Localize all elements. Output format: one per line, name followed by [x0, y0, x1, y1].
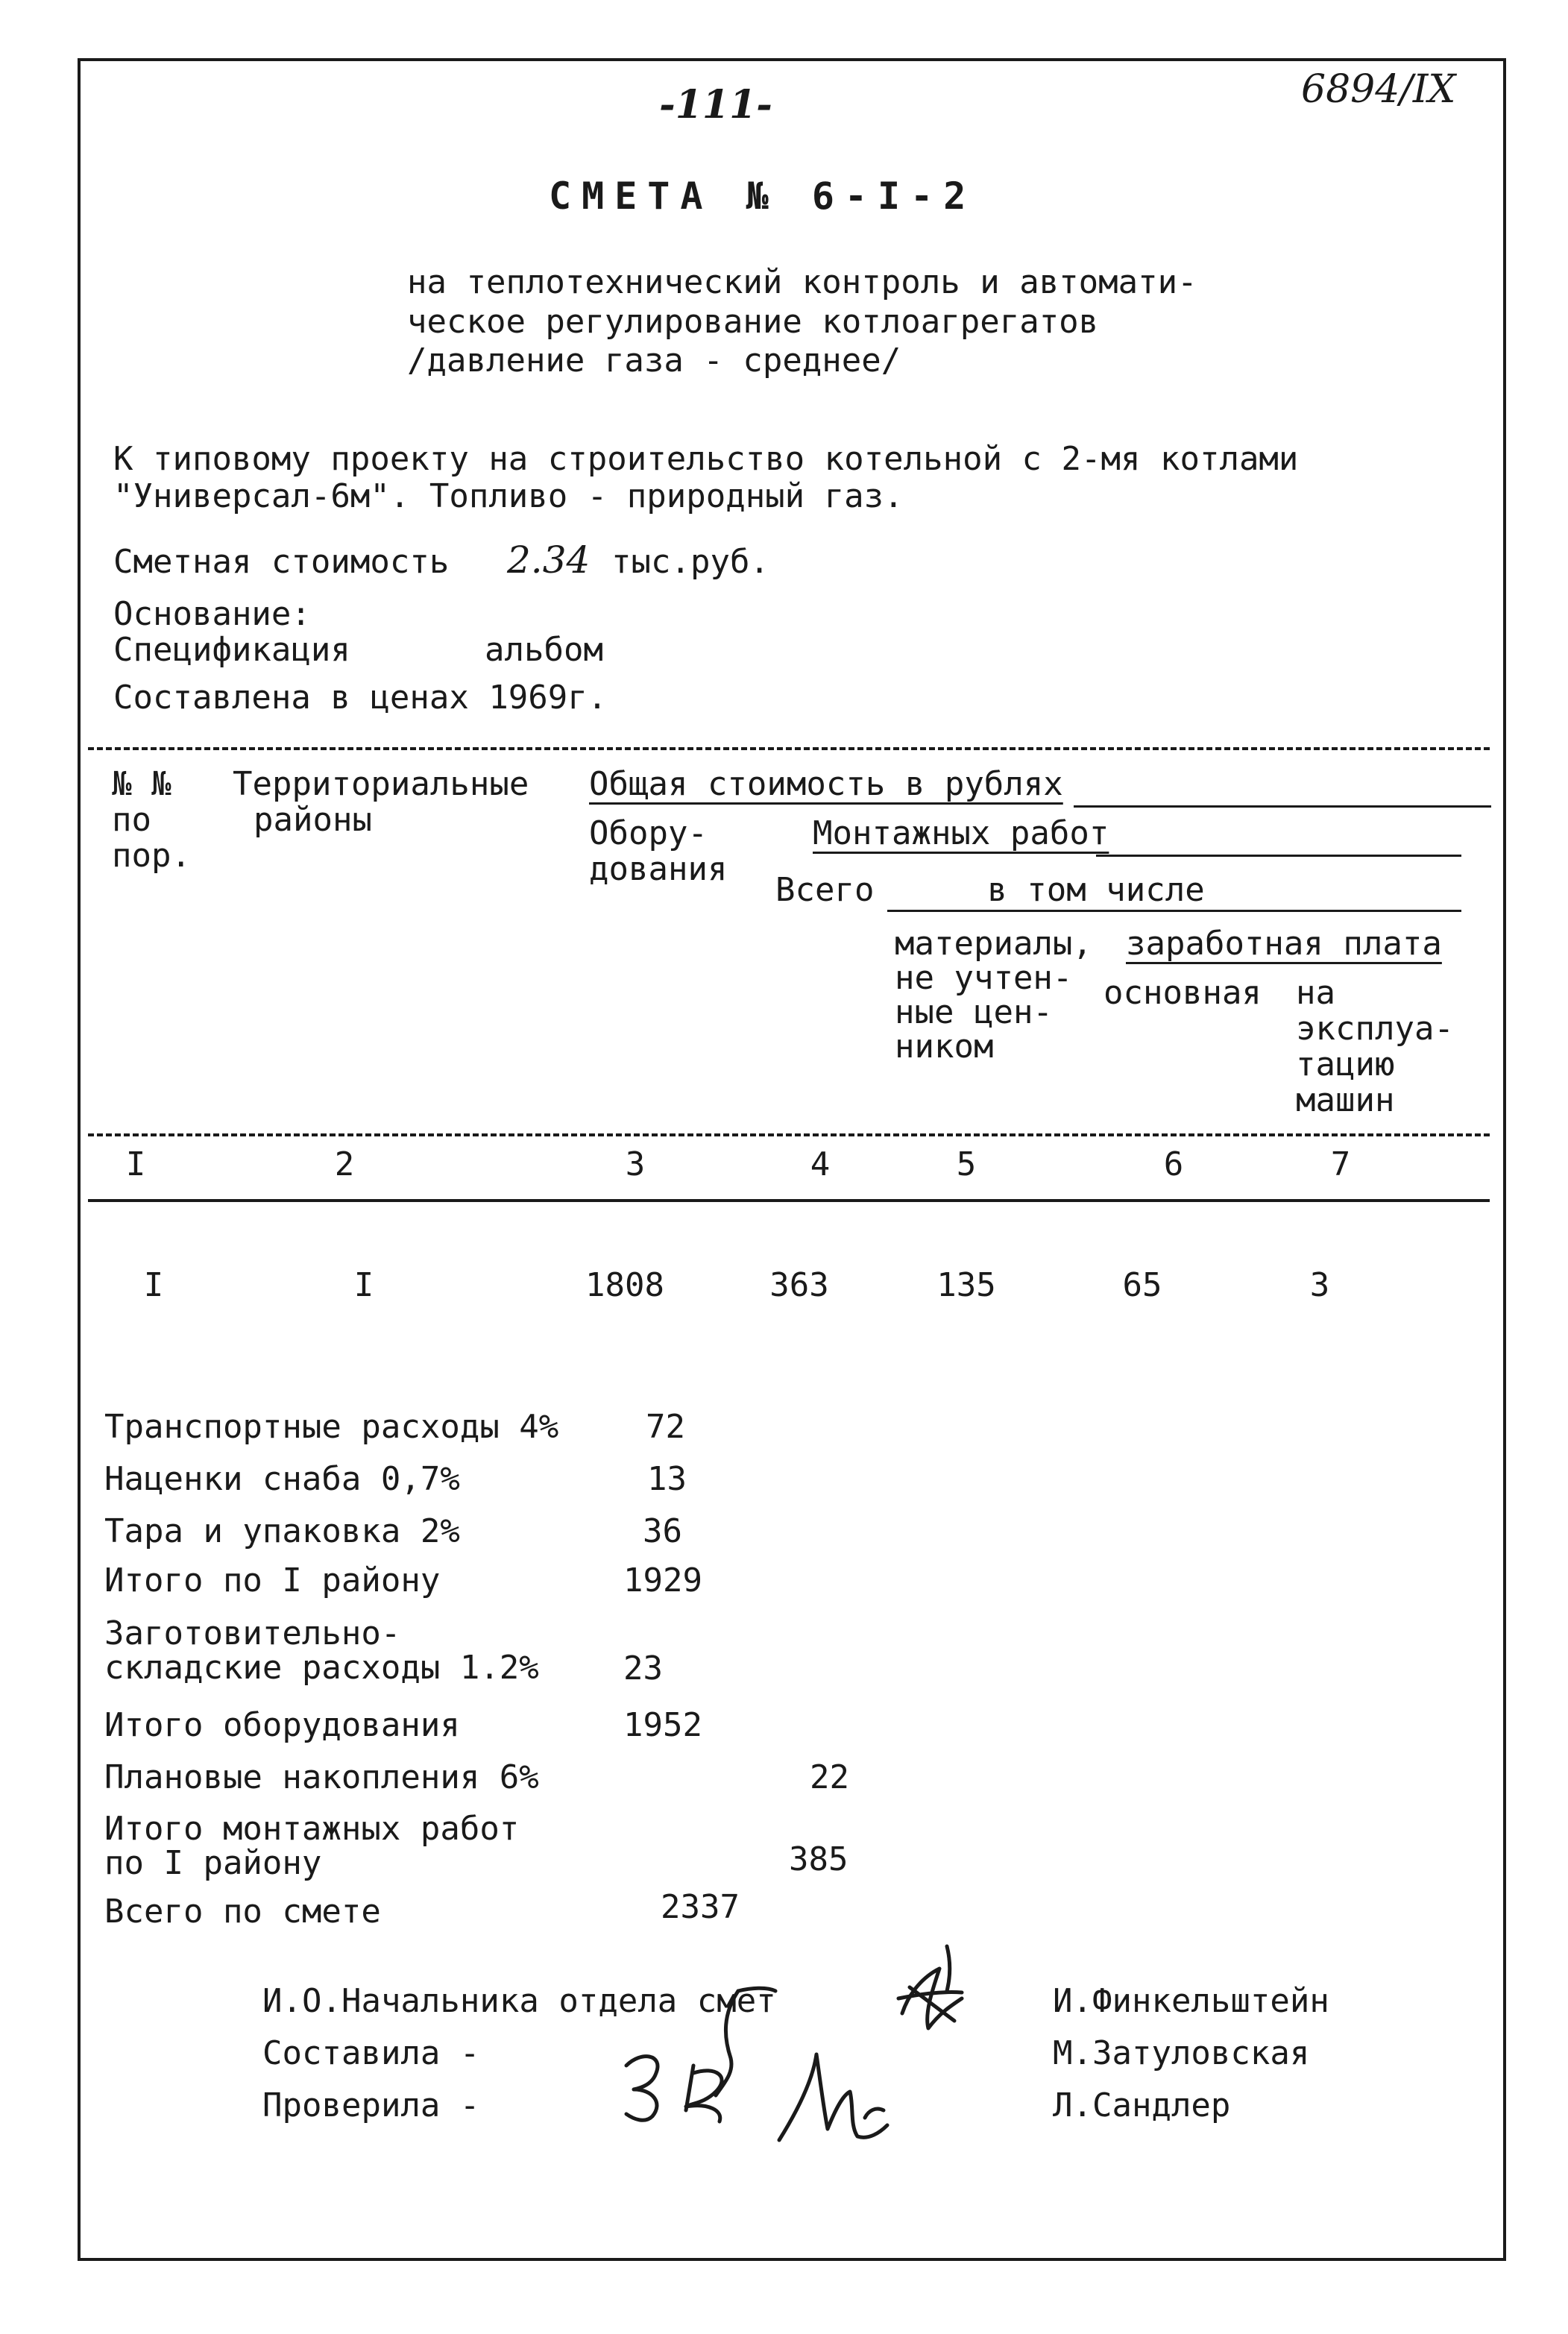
- subtitle-line-1: на теплотехнический контроль и автомати-: [407, 263, 1197, 301]
- table-cell: 135: [936, 1266, 996, 1304]
- signature-name: М.Затуловская: [1053, 2034, 1310, 2072]
- table-cell: 65: [1122, 1266, 1162, 1304]
- signature-stroke: [716, 1991, 738, 2095]
- signature-stroke: [686, 2066, 722, 2121]
- materials-header-1: материалы,: [895, 925, 1092, 963]
- total-value: 36: [643, 1512, 682, 1550]
- subtitle-line-2: ческое регулирование котлоагрегатов: [407, 303, 1099, 341]
- equipment-header-2: дования: [589, 850, 728, 888]
- total-label: Итого монтажных работ по I району: [104, 1810, 520, 1882]
- col-region-header-2: районы: [254, 801, 372, 839]
- col-number: 4: [810, 1145, 831, 1183]
- project-line-1: К типовому проекту на строительство котельной с 2-мя котлами: [113, 440, 1299, 478]
- operation-header-1: на: [1296, 974, 1335, 1012]
- total-label: Наценки снаба 0,7%: [104, 1460, 460, 1498]
- basis-label: Основание:: [113, 595, 311, 633]
- total-value: 13: [647, 1460, 687, 1498]
- col-number: 6: [1163, 1145, 1184, 1183]
- signature-stroke: [738, 1988, 775, 1991]
- salary-header: заработная плата: [1126, 925, 1442, 963]
- spec-value: альбом: [485, 631, 603, 669]
- col-region-header-1: Территориальные: [233, 765, 529, 803]
- table-cell: 3: [1309, 1266, 1330, 1304]
- table-top-rule: [88, 747, 1490, 750]
- total-value: 2337: [661, 1888, 740, 1926]
- operation-header-4: машин: [1296, 1081, 1395, 1119]
- cost-unit: тыс.руб.: [611, 543, 769, 581]
- materials-header-3: ные цен-: [895, 993, 1053, 1031]
- total-label: Заготовительно- складские расходы 1.2%: [104, 1614, 539, 1687]
- materials-header-4: ником: [895, 1028, 994, 1066]
- col-number: 2: [334, 1145, 355, 1183]
- total-label: Транспортные расходы 4%: [104, 1408, 559, 1446]
- total-label: Итого оборудования: [104, 1706, 460, 1744]
- col-number: 5: [956, 1145, 977, 1183]
- total-value: 385: [789, 1840, 848, 1878]
- signature-stroke: [626, 2057, 658, 2121]
- spec-label: Спецификация: [113, 631, 350, 669]
- col-num-header-3: пор.: [112, 837, 191, 875]
- total-label: Плановые накопления 6%: [104, 1758, 539, 1796]
- total-value: 72: [646, 1408, 685, 1446]
- total-label: Итого по I району: [104, 1561, 441, 1599]
- signature-stroke: [947, 1946, 950, 1991]
- col-number: I: [125, 1145, 146, 1183]
- table-cell: 363: [769, 1266, 829, 1304]
- signature-role: Составила -: [262, 2034, 480, 2072]
- document-title: СМЕТА № 6-I-2: [549, 174, 977, 218]
- total-value: 22: [810, 1758, 849, 1796]
- total-cost-header: Общая стоимость в рублях: [589, 765, 1063, 803]
- total-value: 1929: [623, 1561, 702, 1599]
- signature-role: И.О.Начальника отдела смет: [262, 1982, 776, 2020]
- total-label: Всего по смете: [104, 1893, 381, 1931]
- installation-header: Монтажных работ: [813, 814, 1109, 852]
- prices-note: Составлена в ценах 1969г.: [113, 679, 608, 717]
- col-number: 7: [1330, 1145, 1351, 1183]
- signature-name: Л.Сандлер: [1053, 2086, 1231, 2124]
- project-line-2: "Универсал-6м". Топливо - природный газ.: [113, 477, 904, 515]
- page-number: -111-: [659, 82, 772, 128]
- signature-role: Проверила -: [262, 2086, 480, 2124]
- including-header: в том числе: [987, 871, 1205, 909]
- equipment-header-1: Обору-: [589, 814, 708, 852]
- archive-number: 6894/IX: [1301, 67, 1456, 112]
- total-value: 1952: [623, 1706, 702, 1744]
- header-bottom-rule: [88, 1133, 1490, 1136]
- col-number: 3: [625, 1145, 646, 1183]
- subtitle-line-3: /давление газа - среднее/: [407, 342, 901, 380]
- materials-header-2: не учтен-: [895, 959, 1073, 997]
- total-cost-rule: [1074, 805, 1491, 808]
- numbers-bottom-rule: [88, 1199, 1490, 1202]
- table-cell: I: [143, 1266, 164, 1304]
- operation-header-3: тацию: [1296, 1045, 1395, 1083]
- table-cell: I: [353, 1266, 374, 1304]
- table-cell: 1808: [585, 1266, 664, 1304]
- col-num-header-2: по: [112, 801, 151, 839]
- all-header: Всего: [775, 871, 875, 909]
- cost-value: 2.34: [507, 538, 591, 582]
- signature-stroke: [779, 2054, 887, 2140]
- signature-name: И.Финкельштейн: [1053, 1982, 1329, 2020]
- basic-header: основная: [1103, 974, 1262, 1012]
- signature-stroke: [865, 2109, 884, 2118]
- total-label: Тара и упаковка 2%: [104, 1512, 460, 1550]
- handwritten-signatures: [611, 1924, 1029, 2162]
- installation-rule: [1096, 855, 1461, 857]
- col-num-header-1: № №: [112, 765, 171, 803]
- cost-label: Сметная стоимость: [113, 543, 450, 581]
- including-rule: [887, 910, 1461, 912]
- operation-header-2: эксплуа-: [1296, 1010, 1454, 1048]
- total-value: 23: [623, 1649, 663, 1687]
